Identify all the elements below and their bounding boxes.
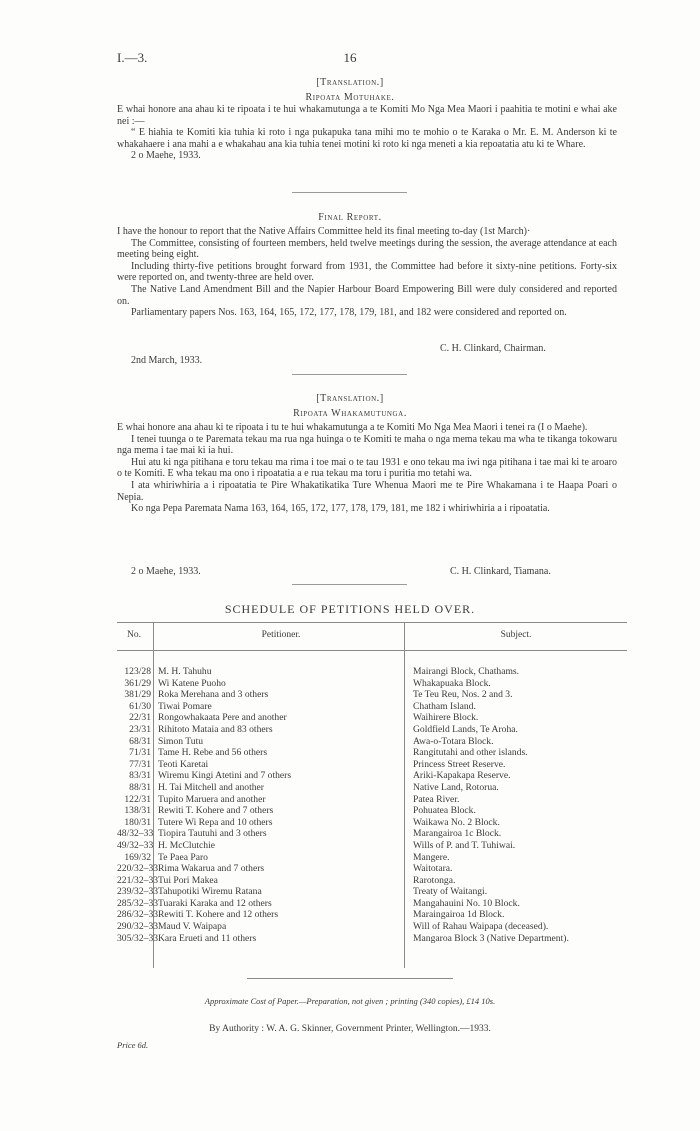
table-row <box>117 712 627 724</box>
petitioner-name: M. H. Tahuhu <box>158 666 212 677</box>
petition-subject: Princess Street Reserve. <box>413 758 506 770</box>
petitioner-name: Tiopira Tautuhi and 3 others <box>158 828 267 840</box>
petitioner-name: Rihitoto Mataia and 83 others <box>158 723 273 735</box>
petition-number: 220/32–33 <box>117 863 159 875</box>
petition-number: 88/31 <box>129 781 151 793</box>
section2-para: I have the honour to report that the Native Affairs Committee held its final meeting to-day (1st March)· <box>117 226 531 237</box>
petition-number: 361/29 <box>124 677 151 689</box>
section2-para: The Committee, consisting of fourteen members, held twelve meetings during the session, the average attendance at each meeting being eight. <box>117 237 617 261</box>
petition-subject: Native Land, Rotorua. <box>413 781 499 793</box>
petition-number: 285/32–33 <box>117 897 159 909</box>
table-row <box>117 805 627 817</box>
petition-subject: Treaty of Waitangi. <box>413 886 488 898</box>
authority-line: By Authority : W. A. G. Skinner, Government Printer, Wellington.—1933. <box>209 1024 491 1034</box>
petitioner-name: Rewiti T. Kohere and 12 others <box>158 909 279 921</box>
petition-subject: Will of Rahau Waipapa (deceased). <box>413 921 549 933</box>
petition-subject: Whakapuaka Block. <box>413 677 491 689</box>
translation-label-1: [Translation.] <box>316 77 384 88</box>
table-row <box>117 678 627 690</box>
petitioner-name: Tuaraki Karaka and 12 others <box>158 897 272 909</box>
petition-subject: Awa-o-Totara Block. <box>413 735 494 747</box>
table-row <box>117 840 627 852</box>
table-row <box>117 828 627 840</box>
petition-number: 138/31 <box>124 805 151 817</box>
petition-number: 83/31 <box>129 770 151 782</box>
petition-subject: Rarotonga. <box>413 874 456 886</box>
table-row <box>117 736 627 748</box>
petition-subject: Te Teu Reu, Nos. 2 and 3. <box>413 689 513 701</box>
petition-number: 77/31 <box>129 758 151 770</box>
section3-para: I tenei tuunga o te Paremata tekau ma rua nga huinga o te Komiti te maha o nga mema tekau ma wha te tikanga tokowaru nga mema i tae mai ki ia hui. <box>117 433 617 457</box>
section3-para: I ata whiriwhiria a i ripoatatia te Pire Whakatikatika Ture Whenua Maori me te Pire Whakamana i te Haapa Poari o Nepia. <box>117 479 617 503</box>
petition-number: 48/32–33 <box>117 828 154 840</box>
petition-subject: Mangere. <box>413 851 450 863</box>
section2-title: Final Report. <box>318 212 382 223</box>
section3-date: 2 o Maehe, 1933. <box>131 566 201 577</box>
petition-subject: Marangairoa 1c Block. <box>413 828 502 840</box>
petitioner-name: Simon Tutu <box>158 735 204 747</box>
petitioner-name: Maud V. Waipapa <box>158 921 227 933</box>
petitioner-name: Tiwai Pomare <box>158 700 212 712</box>
section3-para: Hui atu ki nga pitihana e toru tekau ma rima i toe mai o te tau 1931 e ono tekau ma iwi nga pitihana i tae mai ki te aroaro o te Komiti. E wha tekau ma ono i ripoatatia a e rua tekau ma toru i puritia mo tetahi wa. <box>117 456 617 480</box>
column-header-petitioner: Petitioner. <box>261 630 301 640</box>
petitioner-name: Rewiti T. Kohere and 7 others <box>158 805 274 817</box>
petition-subject: Patea River. <box>413 793 460 805</box>
section3-para: Ko nga Pepa Paremata Nama 163, 164, 165, 172, 177, 178, 179, 181, me 182 i whiriwhiria a i ripoatatia. <box>131 503 550 515</box>
petition-subject: Mangaroa Block 3 (Native Department). <box>413 932 569 944</box>
petition-number: 122/31 <box>124 793 151 805</box>
table-row <box>117 886 627 898</box>
petitioner-name: Te Paea Paro <box>158 851 208 863</box>
petition-number: 61/30 <box>129 700 151 712</box>
section1-title: Ripoata Motuhake. <box>305 92 395 103</box>
table-row <box>117 701 627 713</box>
table-row <box>117 794 627 806</box>
table-header-rule <box>117 650 627 651</box>
table-row <box>117 921 627 933</box>
translation-label-2: [Translation.] <box>316 393 384 404</box>
section2-para: Parliamentary papers Nos. 163, 164, 165, 172, 177, 178, 179, 181, and 182 were considered and reported on. <box>131 307 567 319</box>
table-row <box>117 898 627 910</box>
petition-number: 180/31 <box>124 816 151 828</box>
page-number: 16 <box>343 50 357 65</box>
section2-signature: C. H. Clinkard, Chairman. <box>440 343 546 354</box>
petitioner-name: Teoti Karetai <box>158 758 209 770</box>
table-row <box>117 747 627 759</box>
cost-note: Approximate Cost of Paper.—Preparation, not given ; printing (340 copies), £14 10s. <box>204 996 496 1006</box>
petition-number: 239/32–33 <box>117 886 159 898</box>
divider <box>292 192 407 193</box>
petition-subject: Ariki-Kapakapa Reserve. <box>413 770 511 782</box>
table-row <box>117 875 627 887</box>
petition-number: 23/31 <box>129 723 151 735</box>
section1-para2: “ E hiahia te Komiti kia tuhia ki roto i nga pukapuka tana mihi mo te mohio o te Karaka o Mr. E. M. Anderson ki te whakahaere i ana mahi a e whakahau ana kia tuhia tenei motini ki roto ki nga meneti a kia repoatatia atu ki te Whare. <box>117 127 617 150</box>
section2-para: Including thirty-five petitions brought forward from 1931, the Committee had before it sixty-nine petitions. Forty-six were reported on, and twenty-three are held over. <box>117 260 617 284</box>
petition-subject: Wills of P. and T. Tuhiwai. <box>413 839 516 851</box>
petition-subject: Rangitutahi and other islands. <box>413 747 528 759</box>
petitioner-name: Tutere Wi Repa and 10 others <box>158 816 273 828</box>
divider <box>292 374 407 375</box>
petitioner-name: H. McClutchie <box>158 839 216 851</box>
petition-number: 71/31 <box>129 747 151 759</box>
table-row <box>117 689 627 701</box>
petition-number: 221/32–33 <box>117 874 159 886</box>
petitioner-name: Tupito Maruera and another <box>158 793 266 805</box>
table-row <box>117 863 627 875</box>
report-code: I.—3. <box>117 50 148 65</box>
section1-body <box>117 104 617 162</box>
petition-number: 286/32–33 <box>117 909 159 921</box>
section2-para: The Native Land Amendment Bill and the Napier Harbour Board Empowering Bill were duly considered and reported on. <box>117 283 617 307</box>
petitioner-name: Wiremu Kingi Atetini and 7 others <box>158 770 292 782</box>
column-header-no: No. <box>127 630 141 640</box>
petition-number: 22/31 <box>129 712 151 724</box>
petitioner-name: Tui Pori Makea <box>158 874 218 886</box>
petition-number: 68/31 <box>129 735 151 747</box>
petitioner-name: Tahupotiki Wiremu Ratana <box>158 886 262 898</box>
table-bottom-rule <box>247 978 453 979</box>
section2-body <box>117 226 617 319</box>
petition-subject: Mairangi Block, Chathams. <box>413 666 520 677</box>
table-row <box>117 933 627 945</box>
table-row <box>117 724 627 736</box>
petitioner-name: Rima Wakarua and 7 others <box>158 863 265 875</box>
petitioner-name: Kara Erueti and 11 others <box>158 932 257 944</box>
table-row <box>117 666 627 678</box>
price: Price 6d. <box>117 1040 149 1050</box>
petition-number: 123/28 <box>124 666 151 677</box>
section1-para1: E whai honore ana ahau ki te ripoata i te hui whakamutunga a te Komiti Mo Nga Mea Maori i paahitia te motini e whai ake nei :— <box>117 104 617 127</box>
divider <box>292 584 407 585</box>
section3-signature: C. H. Clinkard, Tiamana. <box>450 566 551 577</box>
table-top-rule <box>117 622 627 623</box>
column-header-subject: Subject. <box>500 630 532 640</box>
petition-number: 49/32–33 <box>117 839 154 851</box>
petition-subject: Mangahauini No. 10 Block. <box>413 897 520 909</box>
petitioner-name: Rongowhakaata Pere and another <box>158 712 287 724</box>
section3-body <box>117 422 617 515</box>
petitioner-name: Roka Merehana and 3 others <box>158 689 269 701</box>
schedule-title: SCHEDULE OF PETITIONS HELD OVER. <box>224 602 476 616</box>
petitioner-name: Tame H. Rebe and 56 others <box>158 747 268 759</box>
petition-subject: Pohuatea Block. <box>413 805 476 817</box>
petition-subject: Waitotara. <box>413 863 453 875</box>
section3-title: Ripoata Whakamutunga. <box>293 408 407 419</box>
section2-date: 2nd March, 1933. <box>131 355 203 366</box>
petition-subject: Maraingairoa 1d Block. <box>413 909 505 921</box>
petition-number: 305/32–33 <box>117 932 159 944</box>
petitioner-name: Wi Katene Puoho <box>158 677 226 689</box>
section1-date: 2 o Maehe, 1933. <box>131 150 201 162</box>
petition-subject: Chatham Island. <box>413 700 476 712</box>
table-row <box>117 759 627 771</box>
petitioner-name: H. Tai Mitchell and another <box>158 781 264 793</box>
petition-subject: Waikawa No. 2 Block. <box>413 816 500 828</box>
petition-number: 290/32–33 <box>117 921 159 933</box>
table-row <box>117 909 627 921</box>
section3-para: E whai honore ana ahau ki te ripoata i tu te hui whakamutunga a te Komiti Mo Nga Mea Maori i tenei ra (I o Maehe). <box>117 422 588 433</box>
petition-number: 381/29 <box>124 689 151 701</box>
table-row <box>117 817 627 829</box>
petition-subject: Waihirere Block. <box>413 712 479 724</box>
petition-subject: Goldfield Lands, Te Aroha. <box>413 723 518 735</box>
schedule-table-body <box>117 666 627 944</box>
table-row <box>117 770 627 782</box>
table-row <box>117 852 627 864</box>
petition-number: 169/32 <box>124 851 151 863</box>
table-row <box>117 782 627 794</box>
